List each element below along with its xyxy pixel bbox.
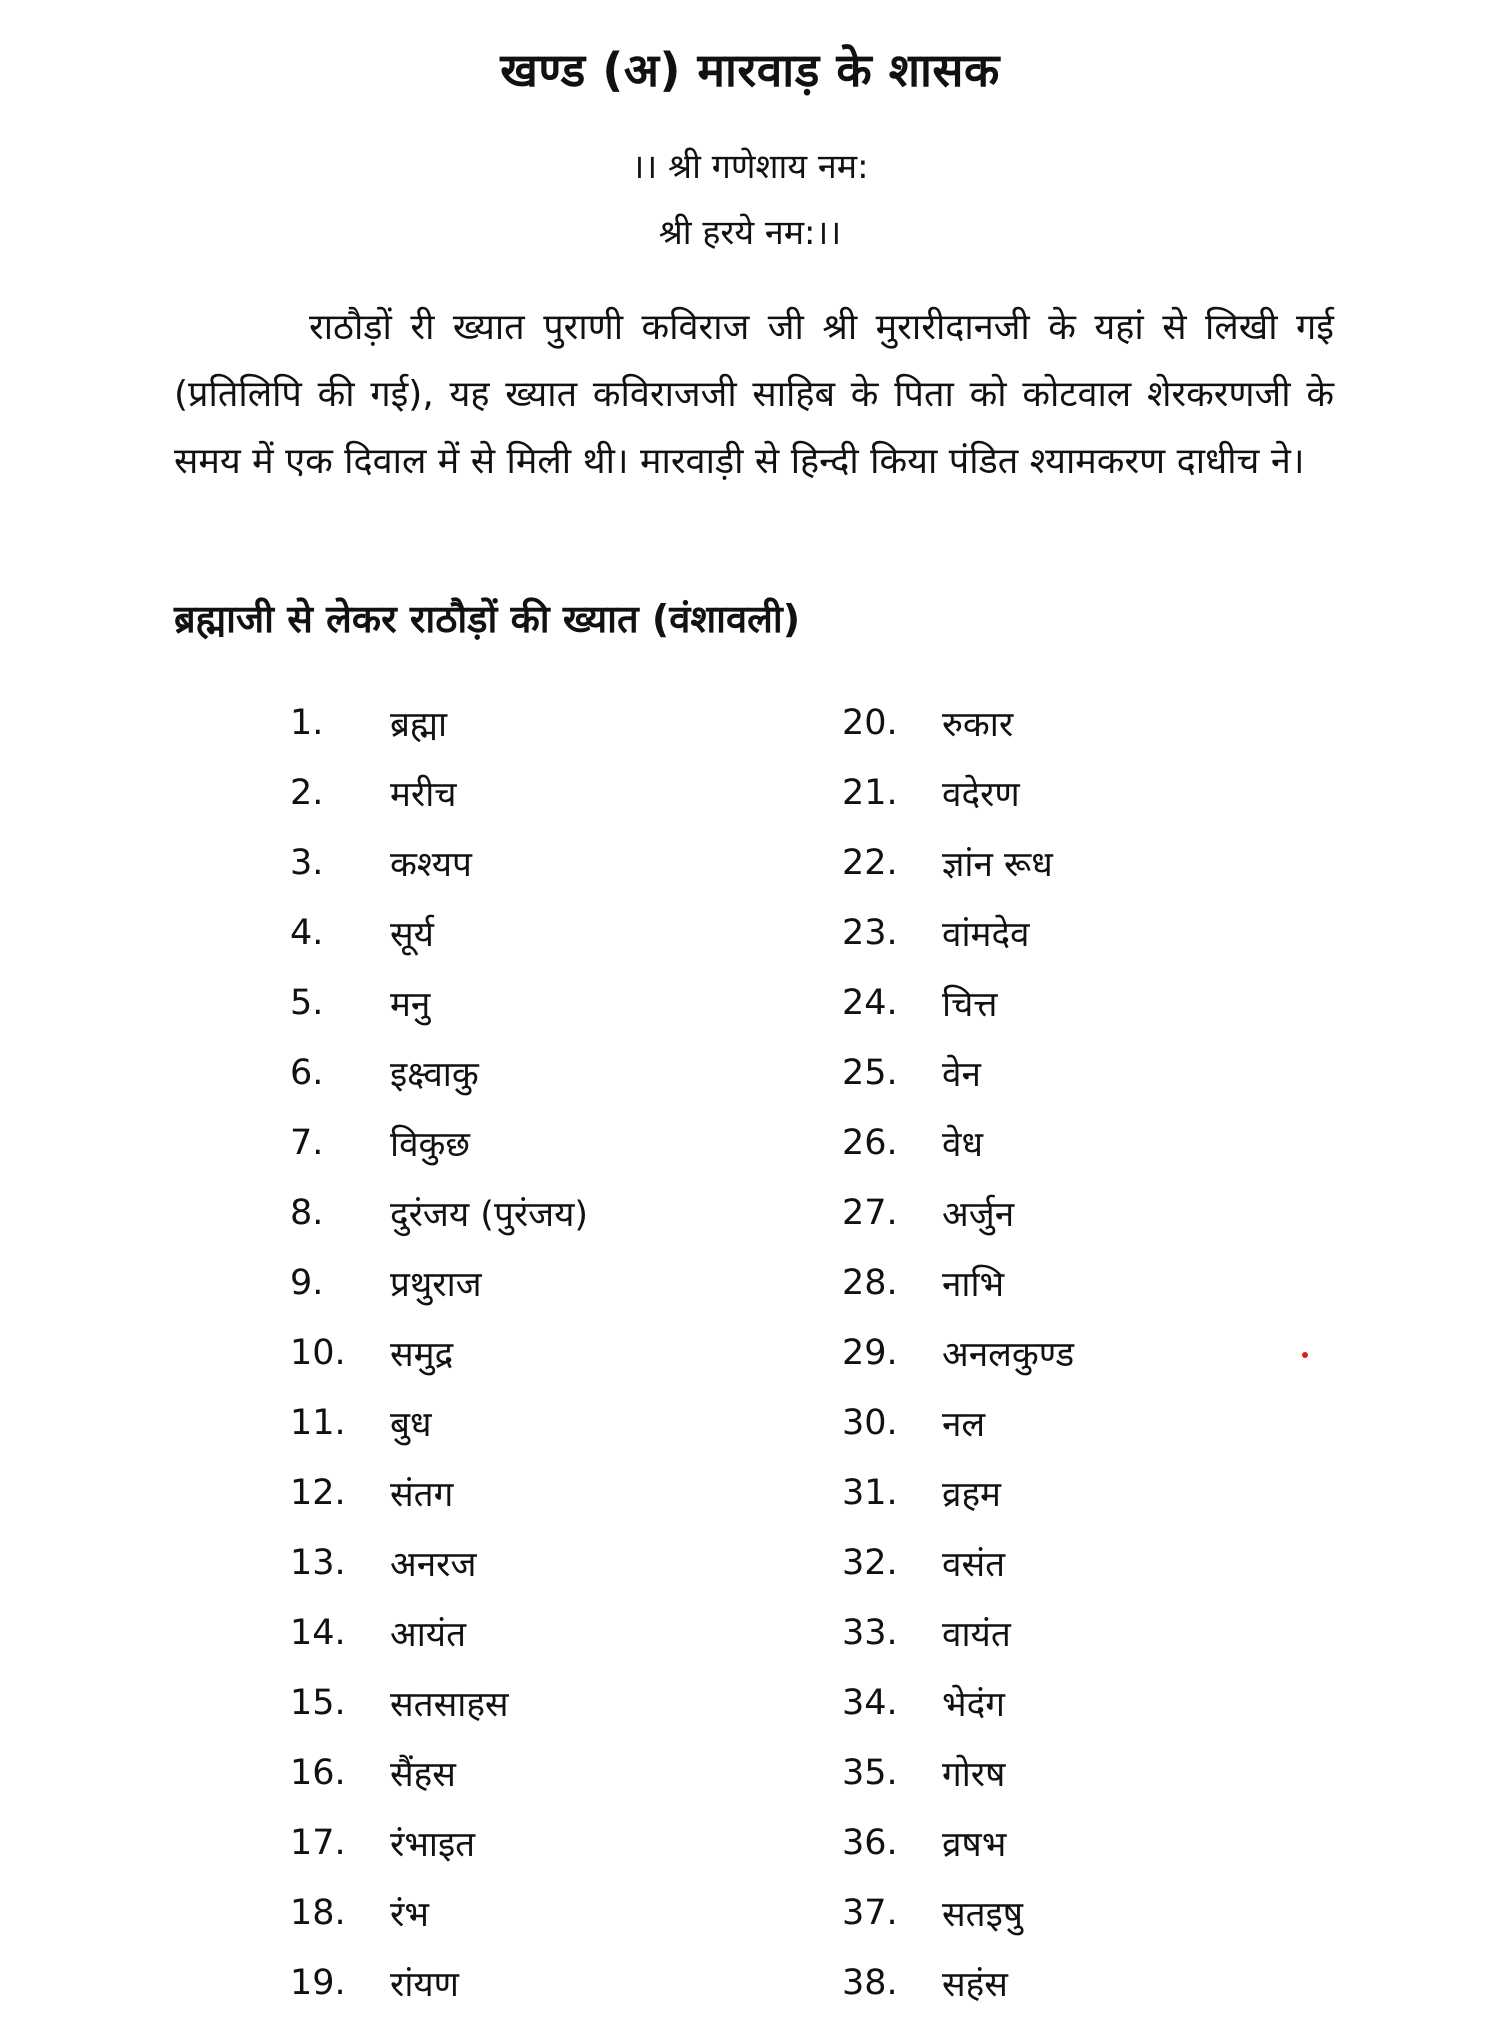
lineage-number: 37.	[842, 1893, 898, 1933]
lineage-number: 32.	[842, 1543, 898, 1583]
lineage-name: ज्ञांन रूध	[942, 844, 1053, 885]
lineage-number: 12.	[290, 1473, 346, 1513]
lineage-item	[290, 898, 588, 968]
lineage-number: 18.	[290, 1893, 346, 1933]
lineage-name: रंभाइत	[390, 1824, 476, 1865]
lineage-list-left	[290, 688, 588, 2018]
page-title: खण्ड (अ) मारवाड़ के शासक	[500, 43, 1000, 97]
lineage-number: 21.	[842, 773, 898, 813]
lineage-name: रुकार	[942, 704, 1014, 745]
lineage-name: मरीच	[390, 774, 457, 815]
lineage-number: 25.	[842, 1053, 898, 1093]
lineage-name: वेध	[942, 1124, 983, 1165]
lineage-item	[290, 1668, 588, 1738]
lineage-item	[290, 1248, 588, 1318]
invocation-line-2: श्री हरये नम:।।	[658, 213, 842, 253]
lineage-item	[290, 1178, 588, 1248]
lineage-item	[842, 1808, 1074, 1878]
lineage-number: 8.	[290, 1193, 324, 1233]
lineage-name: नाभि	[942, 1264, 1005, 1305]
lineage-name: सतसाहस	[390, 1684, 509, 1725]
lineage-number: 31.	[842, 1473, 898, 1513]
lineage-item	[842, 1458, 1074, 1528]
lineage-number: 24.	[842, 983, 898, 1023]
lineage-item	[290, 688, 588, 758]
lineage-name: इक्ष्वाकु	[390, 1054, 479, 1095]
lineage-name: रांयण	[390, 1964, 459, 2005]
lineage-name: वसंत	[942, 1544, 1006, 1585]
lineage-number: 20.	[842, 703, 898, 743]
lineage-number: 28.	[842, 1263, 898, 1303]
lineage-item	[842, 1178, 1074, 1248]
lineage-number: 11.	[290, 1403, 346, 1443]
lineage-name: दुरंजय (पुरंजय)	[390, 1194, 589, 1235]
lineage-name: अनलकुण्ड	[942, 1334, 1075, 1375]
lineage-item	[842, 1668, 1074, 1738]
lineage-name: आयंत	[390, 1614, 467, 1655]
lineage-item	[290, 758, 588, 828]
lineage-number: 27.	[842, 1193, 898, 1233]
lineage-item	[842, 828, 1074, 898]
lineage-item	[290, 1038, 588, 1108]
lineage-item	[290, 1318, 588, 1388]
lineage-number: 1.	[290, 703, 324, 743]
lineage-name: सहंस	[942, 1964, 1008, 2005]
lineage-item	[290, 1948, 588, 2018]
ink-speck	[1302, 1352, 1308, 1358]
lineage-name: विकुछ	[390, 1124, 470, 1165]
lineage-number: 22.	[842, 843, 898, 883]
lineage-item	[842, 1598, 1074, 1668]
lineage-name: वेन	[942, 1054, 981, 1095]
lineage-name: रंभ	[390, 1894, 429, 1935]
lineage-name: वायंत	[942, 1614, 1011, 1655]
lineage-number: 4.	[290, 913, 324, 953]
lineage-name: मनु	[390, 984, 431, 1025]
lineage-number: 9.	[290, 1263, 324, 1303]
lineage-number: 5.	[290, 983, 324, 1023]
lineage-item	[842, 688, 1074, 758]
lineage-name: चित्त	[942, 984, 998, 1025]
lineage-item	[842, 1108, 1074, 1178]
lineage-number: 10.	[290, 1333, 346, 1373]
invocation-line-1: ।। श्री गणेशाय नम:	[631, 147, 869, 187]
lineage-item	[290, 968, 588, 1038]
lineage-name: सतइषु	[942, 1894, 1024, 1935]
lineage-item	[290, 1878, 588, 1948]
lineage-name: संतग	[390, 1474, 454, 1515]
lineage-number: 33.	[842, 1613, 898, 1653]
lineage-item	[842, 968, 1074, 1038]
lineage-heading: ब्रह्माजी से लेकर राठौड़ों की ख्यात (वंशावली)	[174, 597, 801, 641]
lineage-name: बुध	[390, 1404, 432, 1445]
lineage-item	[842, 1388, 1074, 1458]
lineage-name: सूर्य	[390, 914, 434, 955]
lineage-item	[290, 1808, 588, 1878]
lineage-name: वदेरण	[942, 774, 1020, 815]
lineage-name: प्रथुराज	[390, 1264, 482, 1305]
lineage-number: 36.	[842, 1823, 898, 1863]
lineage-name: ब्रह्मा	[390, 704, 448, 745]
lineage-item	[842, 1528, 1074, 1598]
lineage-number: 26.	[842, 1123, 898, 1163]
lineage-name: नल	[942, 1404, 986, 1445]
lineage-item	[290, 1388, 588, 1458]
lineage-number: 23.	[842, 913, 898, 953]
lineage-item	[842, 1318, 1074, 1388]
lineage-item	[842, 1738, 1074, 1808]
lineage-number: 6.	[290, 1053, 324, 1093]
lineage-number: 16.	[290, 1753, 346, 1793]
lineage-item	[290, 1458, 588, 1528]
lineage-name: सैंहस	[390, 1754, 456, 1795]
intro-paragraph: राठौड़ों री ख्यात पुराणी कविराज जी श्री मुरारीदानजी के यहां से लिखी गई (प्रतिलिपि की गई), यह ख्यात कविराजजी साहिब के पिता को कोटवाल शेरकरणजी के समय में एक दिवाल में से मिली थी। मारवाड़ी से हिन्दी किया पंडित श्यामकरण दाधीच ने।	[174, 307, 1334, 482]
lineage-number: 30.	[842, 1403, 898, 1443]
lineage-name: अर्जुन	[942, 1194, 1015, 1235]
lineage-item	[290, 1528, 588, 1598]
lineage-number: 14.	[290, 1613, 346, 1653]
lineage-item	[842, 898, 1074, 968]
lineage-list-right	[842, 688, 1074, 2018]
lineage-number: 29.	[842, 1333, 898, 1373]
lineage-item	[842, 758, 1074, 828]
lineage-item	[842, 1248, 1074, 1318]
lineage-item	[290, 1598, 588, 1668]
lineage-item	[290, 1738, 588, 1808]
lineage-name: गोरष	[942, 1754, 1006, 1795]
lineage-number: 19.	[290, 1963, 346, 2003]
lineage-number: 2.	[290, 773, 324, 813]
lineage-number: 34.	[842, 1683, 898, 1723]
lineage-number: 3.	[290, 843, 324, 883]
lineage-name: समुद्र	[390, 1334, 454, 1375]
lineage-number: 13.	[290, 1543, 346, 1583]
lineage-item	[842, 1948, 1074, 2018]
lineage-name: कश्यप	[390, 844, 472, 885]
lineage-number: 7.	[290, 1123, 324, 1163]
lineage-name: व्रषभ	[942, 1824, 1007, 1865]
lineage-item	[842, 1878, 1074, 1948]
lineage-number: 38.	[842, 1963, 898, 2003]
lineage-item	[842, 1038, 1074, 1108]
lineage-name: वांमदेव	[942, 914, 1030, 955]
lineage-name: भेदंग	[942, 1684, 1005, 1725]
lineage-number: 17.	[290, 1823, 346, 1863]
lineage-name: अनरज	[390, 1544, 477, 1585]
lineage-item	[290, 1108, 588, 1178]
lineage-name: व्रहम	[942, 1474, 1001, 1515]
lineage-number: 35.	[842, 1753, 898, 1793]
lineage-item	[290, 828, 588, 898]
lineage-number: 15.	[290, 1683, 346, 1723]
